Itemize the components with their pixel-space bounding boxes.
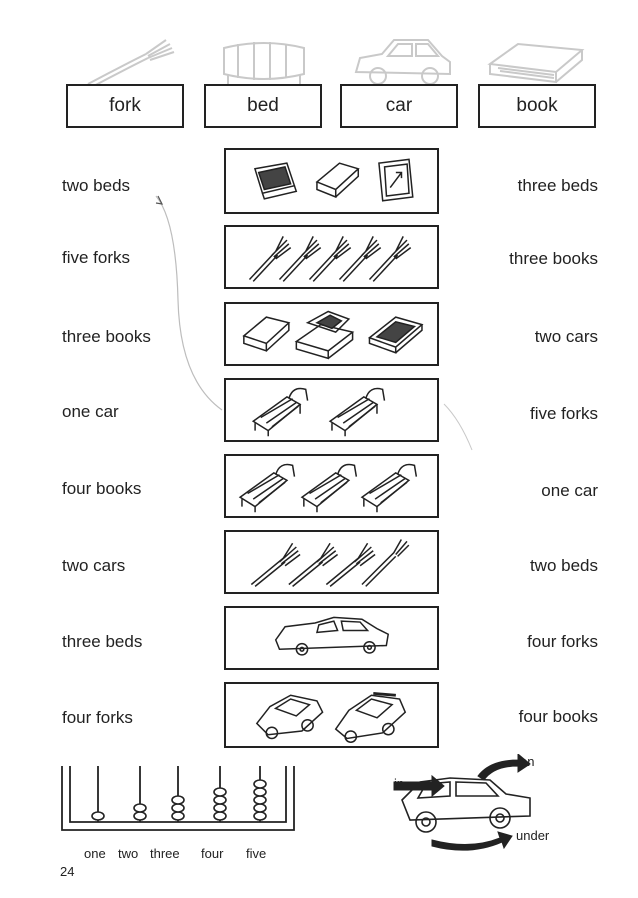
- left-word-1: two beds: [62, 176, 131, 195]
- header-box-bed: bed: [204, 84, 322, 128]
- book-icon: [244, 317, 289, 351]
- right-word-3: two cars: [534, 327, 598, 346]
- left-word-4: one car: [62, 402, 119, 421]
- abacus-label-one: one: [84, 846, 106, 861]
- picture-three-books: [224, 148, 439, 214]
- abacus-label-three: three: [150, 846, 180, 861]
- book-icon: [379, 159, 413, 200]
- picture-one-car: [224, 606, 439, 670]
- abacus-label-five: five: [246, 846, 267, 861]
- label-in: in: [394, 776, 405, 791]
- bed-icon: [330, 389, 384, 437]
- car-icon: [257, 695, 323, 738]
- fork-icon: [326, 543, 375, 586]
- car-icon: [336, 693, 406, 742]
- right-word-4: five forks: [529, 404, 598, 423]
- bed-icon: [362, 465, 416, 513]
- left-word-7: three beds: [62, 632, 143, 651]
- fork-icon: [369, 236, 410, 281]
- picture-four-books: [224, 302, 439, 366]
- label-under: under: [516, 828, 550, 843]
- abacus-label-four: four: [201, 846, 224, 861]
- header-box-fork: fork: [66, 84, 184, 128]
- picture-five-forks: [224, 225, 439, 289]
- book-icon: [369, 317, 422, 353]
- picture-two-cars: [224, 682, 439, 748]
- right-word-8: four books: [518, 707, 598, 726]
- book-icon: [296, 325, 352, 359]
- label-on: on: [520, 754, 535, 769]
- bed-icon: [253, 389, 307, 437]
- right-word-5: one car: [541, 481, 598, 500]
- car-icon: [276, 617, 389, 655]
- header-box-book: book: [478, 84, 596, 128]
- fork-icon: [289, 543, 338, 586]
- bed-icon: [302, 465, 356, 513]
- header-box-car: car: [340, 84, 458, 128]
- fork-icon: [362, 540, 409, 587]
- right-word-6: two beds: [529, 556, 598, 575]
- right-word-7: four forks: [527, 632, 598, 651]
- left-word-6: two cars: [62, 556, 126, 575]
- picture-two-beds: [224, 378, 439, 442]
- left-word-5: four books: [62, 479, 142, 498]
- page-number: 24: [60, 864, 75, 879]
- bed-icon: [240, 465, 294, 513]
- left-word-8: four forks: [62, 708, 133, 727]
- book-icon: [255, 163, 296, 199]
- left-word-3: three books: [62, 327, 151, 346]
- right-word-1: three beds: [517, 176, 598, 195]
- picture-three-beds: [224, 454, 439, 518]
- abacus-label-two: two: [118, 846, 139, 861]
- abacus: [58, 766, 298, 842]
- under-arrow-icon: [432, 832, 512, 850]
- fork-icon: [251, 543, 300, 586]
- left-word-2: five forks: [62, 248, 131, 267]
- picture-four-forks: [224, 530, 439, 594]
- right-word-2: three books: [509, 249, 598, 268]
- book-icon: [317, 163, 358, 197]
